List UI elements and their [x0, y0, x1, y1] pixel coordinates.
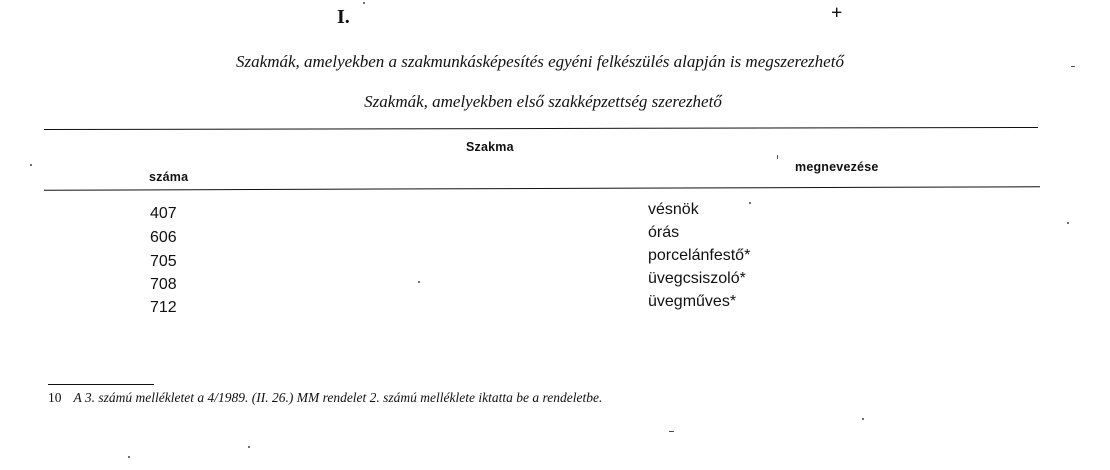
table-top-rule — [44, 127, 1038, 130]
row-name: porcelánfestő* — [648, 247, 751, 264]
row-number: 606 — [150, 229, 177, 246]
corner-plus-mark: + — [831, 2, 843, 24]
scan-speck — [1067, 222, 1069, 224]
row-number: 708 — [150, 276, 177, 293]
scan-speck — [862, 418, 864, 420]
scan-speck — [30, 164, 32, 166]
document-subtitle: Szakmák, amelyekben első szakképzettség szerezhető — [364, 92, 722, 111]
row-name: üvegcsiszoló* — [648, 270, 746, 287]
document-title: Szakmák, amelyekben a szakmunkásképesítés egyéni felkészülés alapján is megszerezhető — [236, 52, 844, 71]
row-name: vésnök — [648, 201, 699, 218]
footnote — [48, 390, 602, 406]
scan-speck — [248, 446, 250, 448]
row-number: 712 — [150, 299, 177, 316]
scan-speck — [418, 281, 420, 283]
scan-speck — [1071, 66, 1075, 67]
row-name: üvegműves* — [648, 293, 737, 310]
section-number: I. — [337, 6, 350, 28]
scan-speck — [669, 431, 674, 432]
row-name: órás — [648, 224, 680, 241]
row-number: 407 — [150, 205, 177, 222]
footnote-rule — [48, 384, 154, 385]
scan-speck — [749, 202, 751, 204]
scan-speck — [777, 155, 778, 159]
scan-speck — [128, 456, 130, 458]
table-group-header: Szakma — [466, 140, 514, 154]
column-header-name: megnevezése — [795, 160, 879, 174]
table-header-rule — [44, 186, 1040, 190]
row-number: 705 — [150, 253, 177, 270]
column-header-number: száma — [149, 170, 189, 184]
footnote-number: 10 — [48, 390, 62, 405]
scan-speck — [363, 2, 365, 4]
footnote-text: A 3. számú mellékletet a 4/1989. (II. 26.) MM rendelet 2. számú melléklete iktatta be a rendeletbe. — [73, 390, 603, 405]
